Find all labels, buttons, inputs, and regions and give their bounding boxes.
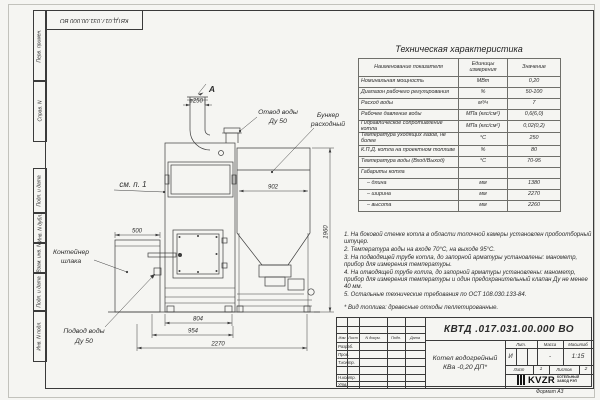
stamp-podp-data-2: Подп. и дата xyxy=(33,272,47,312)
note-2: 2. Температура воды на входе 70°С, на выходе 95°С. xyxy=(344,246,496,253)
format-label: Формат А3 xyxy=(536,389,564,395)
svg-text:см. п. 1: см. п. 1 xyxy=(119,180,147,189)
top-doc-number: КВТД.017.031.00.000 ВО xyxy=(59,17,129,23)
svg-text:500: 500 xyxy=(131,228,143,235)
view-a-marker xyxy=(198,84,215,96)
scale-value: 1:15 xyxy=(571,353,585,360)
spec-row: – ширина мм 2270 xyxy=(359,189,561,200)
upper-door xyxy=(165,162,236,197)
sheets-label: Листов xyxy=(556,367,572,372)
svg-text:Подвод воды: Подвод воды xyxy=(63,328,105,335)
svg-text:Бункер: Бункер xyxy=(316,112,340,119)
svg-text:А: А xyxy=(208,84,216,94)
rev-col-podp: Подп. xyxy=(390,335,402,340)
spec-row: Температура уходящих газов, не более °С 250 xyxy=(359,133,561,145)
note-4: 4. На отводящей трубе котла, до запорной арматуры установлены: манометр, прибор для измерения температуры и один предохранительный клапан Ду не менее 40 мм. xyxy=(344,269,588,290)
col-units: Единицы измерения xyxy=(459,59,508,77)
col-name: Наименование показателя xyxy=(359,59,459,77)
spec-row: Гидравлическое сопротивление котла МПа (кгс/см²) 0,02(0,2) xyxy=(359,121,561,133)
sheet-value: 1 xyxy=(539,367,543,372)
row-prov: Пров. xyxy=(338,351,350,357)
title-block xyxy=(336,317,592,387)
sheet-label: Лист xyxy=(513,367,525,372)
lit-value: И xyxy=(508,353,513,360)
svg-text:шлака: шлака xyxy=(60,258,82,265)
fuel-note: * Вид топлива: древесные отходы пеллетированные. xyxy=(344,304,499,311)
scale-header: Масштаб xyxy=(568,341,588,347)
door-handle xyxy=(148,253,176,257)
spec-row: Рабочее давление воды МПа (кгс/см²) 0,6(6,0) xyxy=(359,110,561,121)
spec-row: Номинальная мощность МВт 0,20 xyxy=(359,77,561,88)
note-3: 3. На подводящей трубе котла, до запорной арматуры установлены: манометр, прибор для измерения температуры. xyxy=(344,254,578,268)
stamp-vzam-inv: Взам. инв. N xyxy=(33,242,47,274)
svg-text:Контейнер: Контейнер xyxy=(52,249,90,256)
svg-text:ø250: ø250 xyxy=(189,98,203,105)
dim-500 xyxy=(115,229,160,239)
company-logo xyxy=(505,374,591,386)
see-note-label xyxy=(114,180,165,193)
stamp-inv-podl: Инв. N подл. xyxy=(33,310,47,362)
spec-row: К.П.Д. котла на проектном топливе % 80 xyxy=(359,145,561,156)
lit-header: Лит. xyxy=(516,341,526,347)
stamp-sprav-n: Справ. N xyxy=(33,80,47,142)
svg-text:954: 954 xyxy=(187,328,199,335)
dim-1960 xyxy=(312,148,334,312)
svg-text:Ду 50: Ду 50 xyxy=(269,118,287,125)
slag-label xyxy=(53,248,128,273)
product-name: Котел водогрейный КВа -0,20 ДП* xyxy=(432,355,498,371)
sheets-value: 2 xyxy=(584,367,588,372)
rev-col-ndocum: N докум. xyxy=(365,335,381,340)
spec-header-row xyxy=(359,59,561,77)
stamp-perv-primen: Перв. примен. xyxy=(33,10,47,82)
dim-250 xyxy=(183,98,212,106)
spec-row: – высота мм 2260 xyxy=(359,200,561,211)
spec-table-title: Техническая характеристика xyxy=(395,44,523,54)
mass-value: - xyxy=(549,353,551,360)
outlet-label xyxy=(239,108,298,132)
logo-text: KVZR xyxy=(527,374,555,386)
svg-text:902: 902 xyxy=(267,184,279,191)
note-1: 1. На боковой стенке котла в области топочной камеры установлен пробоотборный штуцер. xyxy=(344,232,592,245)
spec-row: Диапазон рабочего регулирования % 50-100 xyxy=(359,88,561,99)
svg-text:Ду 50: Ду 50 xyxy=(75,338,93,345)
boiler-general-view xyxy=(38,72,358,362)
svg-text:1960: 1960 xyxy=(323,225,330,239)
note-5: 5. Остальные технические требования по ОСТ 108.030.133-84. xyxy=(344,291,527,298)
spec-row: Расход воды м³/ч 7 xyxy=(359,99,561,110)
logo-mark-icon xyxy=(517,375,526,385)
spec-table xyxy=(358,58,561,212)
svg-text:расходный: расходный xyxy=(310,121,346,128)
stamp-podp-data-1: Подп. и дата xyxy=(33,168,47,214)
rev-col-izm: Изм xyxy=(338,335,346,340)
top-rotated-stamp xyxy=(45,10,143,30)
dim-902 xyxy=(239,185,308,193)
dim-804 xyxy=(165,314,232,326)
water-outlet-fitting xyxy=(222,128,242,143)
slag-container xyxy=(115,240,161,312)
spec-row: – длина мм 1380 xyxy=(359,178,561,189)
technical-notes xyxy=(344,232,594,313)
mass-header: Масса xyxy=(543,341,557,347)
vent-plug xyxy=(219,151,224,156)
spec-row: Температура воды (Вход/Выход) °С 70-95 xyxy=(359,156,561,167)
row-utv: Утв. xyxy=(338,382,348,387)
rev-col-list: Лист xyxy=(348,335,358,340)
boiler-body xyxy=(165,143,235,312)
svg-text:2270: 2270 xyxy=(211,341,225,348)
logo-subtext: КОТЕЛЬНЫЙ ЗАВОД РЭП xyxy=(557,375,580,383)
fuel-hopper xyxy=(237,148,314,312)
row-nkontr: Н.контр. xyxy=(338,375,356,380)
dim-2270 xyxy=(137,314,307,351)
svg-text:Отвод воды: Отвод воды xyxy=(258,109,298,116)
spec-row: Габариты котла xyxy=(359,167,561,178)
svg-text:804: 804 xyxy=(192,316,204,323)
rev-col-data: Дата xyxy=(409,335,421,340)
doc-number: КВТД .017.031.00.000 ВО xyxy=(443,323,575,335)
row-razrab: Разраб. xyxy=(338,343,354,349)
col-value: Значение xyxy=(508,59,561,77)
stamp-inv-dubl: Инв. N дубл. xyxy=(33,212,47,244)
row-tkontr: Т.контр. xyxy=(338,359,355,365)
inlet-label xyxy=(63,274,155,345)
